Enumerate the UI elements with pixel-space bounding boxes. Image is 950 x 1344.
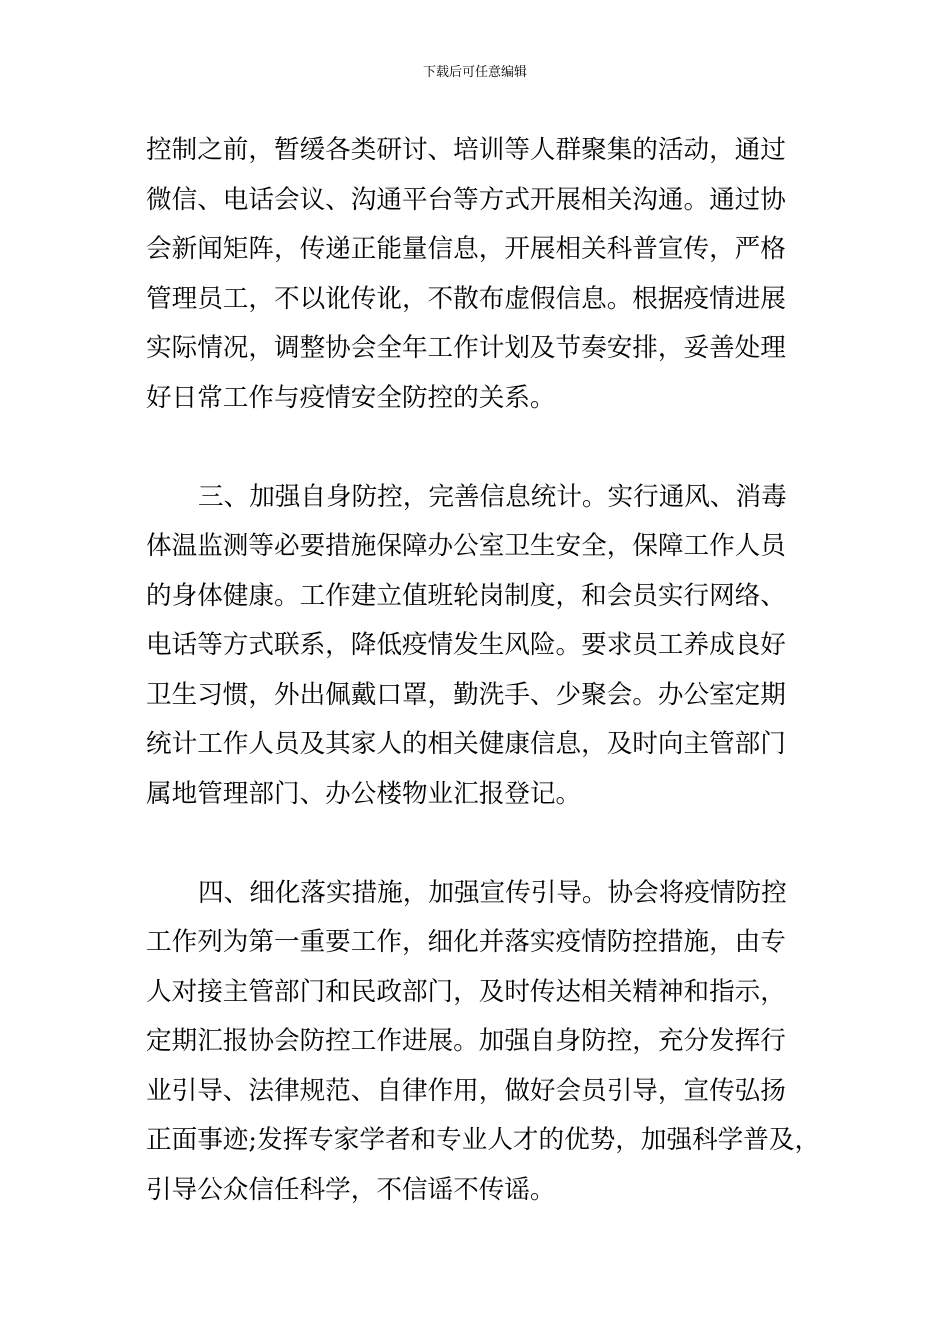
text-line: 电话等方式联系，降低疫情发生风险。要求员工养成良好 <box>146 630 786 660</box>
text-line: 三、加强自身防控，完善信息统计。实行通风、消毒 <box>198 481 787 512</box>
text-line: 控制之前，暂缓各类研讨、培训等人群聚集的活动，通过 <box>146 135 786 165</box>
text-line: 业引导、法律规范、自律作用，做好会员引导，宣传弘扬 <box>146 1075 786 1106</box>
text-line: 定期汇报协会防控工作进展。加强自身防控，充分发挥行 <box>146 1026 786 1056</box>
text-line: 工作列为第一重要工作，细化并落实疫情防控措施，由专 <box>146 927 786 957</box>
text-line: 四、细化落实措施，加强宣传引导。协会将疫情防控 <box>198 877 787 908</box>
paragraph-2 <box>146 473 826 820</box>
text-line: 体温监测等必要措施保障办公室卫生安全，保障工作人员 <box>146 531 786 561</box>
paragraph-3 <box>146 869 826 1216</box>
document-body <box>146 126 826 1215</box>
text-line: 正面事迹;发挥专家学者和专业人才的优势，加强科学普及， <box>146 1125 821 1155</box>
paragraph-gap <box>146 819 826 869</box>
paragraph-1 <box>146 126 826 423</box>
text-line: 的身体健康。工作建立值班轮岗制度，和会员实行网络、 <box>146 580 786 611</box>
text-line: 统计工作人员及其家人的相关健康信息，及时向主管部门 <box>146 729 786 759</box>
text-line: 人对接主管部门和民政部门，及时传达相关精神和指示， <box>146 976 786 1007</box>
text-line: 微信、电话会议、沟通平台等方式开展相关沟通。通过协 <box>146 184 786 215</box>
text-line: 卫生习惯，外出佩戴口罩，勤洗手、少聚会。办公室定期 <box>146 679 786 710</box>
text-line: 好日常工作与疫情安全防控的关系。 <box>146 382 556 413</box>
text-line: 属地管理部门、办公楼物业汇报登记。 <box>146 778 582 809</box>
page-header: 下载后可任意编辑 <box>422 65 527 80</box>
text-line: 引导公众信任科学，不信谣不传谣。 <box>146 1174 556 1205</box>
text-line: 管理员工，不以讹传讹，不散布虚假信息。根据疫情进展 <box>146 283 786 314</box>
text-line: 实际情况，调整协会全年工作计划及节奏安排，妥善处理 <box>146 333 786 363</box>
paragraph-gap <box>146 423 826 473</box>
text-line: 会新闻矩阵，传递正能量信息，开展相关科普宣传，严格 <box>146 234 786 264</box>
